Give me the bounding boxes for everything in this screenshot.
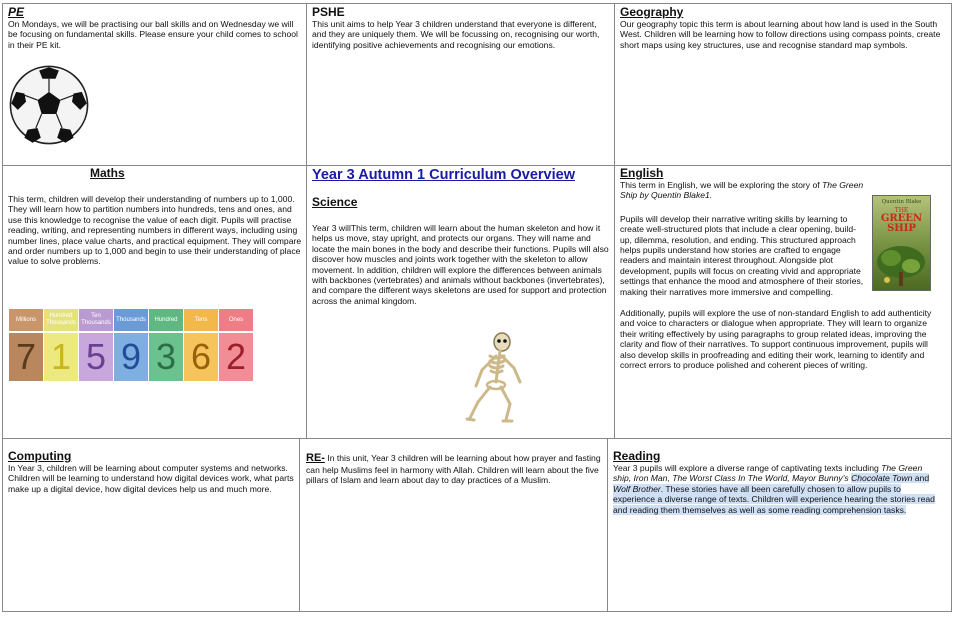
reading-heading: Reading <box>613 450 661 463</box>
place-value-column <box>184 309 218 381</box>
reading-text <box>613 463 935 515</box>
reading-text-2: . These stories have all been carefully chosen to allow pupils to experience a diverse range of texts. Children will experience hearing the stories read and reading them themselves as well as some reading comprehension tasks. <box>613 483 935 515</box>
reading-text-1: Year 3 pupils will explore a diverse range of captivating texts including <box>613 463 882 473</box>
geography-cell <box>620 6 950 162</box>
place-value-column <box>219 309 253 381</box>
pe-text: On Mondays, we will be practising our ball skills and on Wednesday we will be focusing on fundamental skills. Please ensure your child comes to school in their PE kit. <box>8 19 298 50</box>
table-border-right <box>951 3 952 612</box>
table-border-bottom <box>2 611 952 612</box>
soccer-ball-image <box>8 64 90 146</box>
place-value-digit: 9 <box>114 333 148 381</box>
pe-cell <box>8 6 300 162</box>
col-divider-1 <box>306 3 307 439</box>
skeleton-image <box>460 330 530 425</box>
place-value-label: Thousands <box>114 309 148 331</box>
col-divider-2 <box>614 3 615 439</box>
place-value-column <box>79 309 113 381</box>
row-divider-2 <box>2 438 952 439</box>
place-value-column <box>44 309 78 381</box>
english-heading: English <box>620 167 664 180</box>
place-value-digit: 6 <box>184 333 218 381</box>
english-intro-prefix: This term in English, we will be exploring the story of <box>620 180 823 190</box>
science-text: Year 3 willThis term, children will learn about the human skeleton and how it helps us move, stay upright, and protects our organs. They will name and locate the main bones in the body and describe their functions. Pupils will also discover how muscles and joints work together with the skeleton to allow movement. In addition, children will explore the differences between animals with backbones (vertebrates) and animals without backbones (invertebrates), and compare the different ways skeletons are used for support and protection across the animal kingdom. <box>312 223 609 306</box>
pshe-cell <box>312 6 610 162</box>
re-cell <box>306 452 602 608</box>
pshe-text: This unit aims to help Year 3 children understand that everyone is different, and they are uniquely them. We will be focussing on, recognising our worth, identifying positive achievements and recognising our emotions. <box>312 19 600 50</box>
reading-book-chocolate-town: Chocolate Town <box>851 473 913 484</box>
maths-heading: Maths <box>90 167 125 180</box>
col-divider-4 <box>607 438 608 612</box>
english-para-1: Pupils will develop their narrative writing skills by learning to create well-structured plots that include a clear opening, build-up, dilemma, resolution, and ending. This structured approach helps pupils understand how stories are crafted to engage readers and maintain interest throughout. Alongside plot development, pupils will focus on creating vivid and appropriate settings that enhance the mood and atmosphere of their stories, making their narratives more immersive and compelling. <box>620 213 864 297</box>
place-value-label: Millions <box>9 309 43 331</box>
book-cover-title-ship: SHIP <box>887 223 916 234</box>
place-value-label: Ten Thousands <box>79 309 113 331</box>
place-value-label: Ones <box>219 309 253 331</box>
place-value-column <box>114 309 148 381</box>
place-value-digit: 5 <box>79 333 113 381</box>
pe-heading: PE <box>8 6 25 19</box>
geography-text: Our geography topic this term is about learning about how land is used in the South West. Children will be learning how to follow directions using compass points, create short maps using key structures, use and recognise standard map symbols. <box>620 19 941 50</box>
re-text: In this unit, Year 3 children will be learning about how prayer and fasting can help Muslims feel in harmony with Allah. Children will learn about the five pillars of Islam and learn about day to day practices of a Muslim. <box>306 453 601 486</box>
english-intro <box>620 180 870 201</box>
place-value-digit: 3 <box>149 333 183 381</box>
re-text-block <box>306 452 602 486</box>
book-cover-title-green: GREEN <box>880 213 923 224</box>
reading-text-and: and <box>912 473 930 484</box>
pshe-heading: PSHE <box>312 6 345 19</box>
col-divider-3 <box>299 438 300 612</box>
table-border-left <box>2 3 3 612</box>
place-value-column <box>9 309 43 381</box>
place-value-digit: 2 <box>219 333 253 381</box>
place-value-label: Hundred Thousands <box>44 309 78 331</box>
book-cover-tree-art <box>873 240 930 290</box>
maths-cell <box>8 167 302 435</box>
science-heading: Science <box>312 196 358 209</box>
overview-title-text: Year 3 Autumn 1 Curriculum Overview <box>312 167 575 183</box>
computing-heading: Computing <box>8 450 72 463</box>
place-value-digit: 1 <box>44 333 78 381</box>
computing-cell <box>8 450 294 608</box>
place-value-label: Tens <box>184 309 218 331</box>
reading-book-wolf-brother: Wolf Brother <box>613 483 661 494</box>
book-cover-author: Quentin Blake <box>881 199 922 205</box>
row-divider-1 <box>2 165 952 166</box>
reading-cell <box>613 450 949 608</box>
place-value-column <box>149 309 183 381</box>
reading-book-list: The Green ship, Iron Man, The Worst Class In The World, Mayor Bunny's <box>613 463 923 484</box>
book-cover-title-the: THE <box>894 207 909 214</box>
english-para-2: Additionally, pupils will explore the use of non-standard English to add authenticity and voice to characters or dialogue when appropriate. They will learn to organize their writing effectively by using paragraphs to group related ideas, improving the clarity and flow of their narratives. To support continuous improvement, pupils will also develop skills in proofreading and editing their work, learning to identify and correct errors to produce polished and coherent pieces of writing. <box>620 308 932 371</box>
overview-title <box>312 167 610 187</box>
english-intro-book: The Green Ship by Quentin Blake1. <box>620 180 864 201</box>
place-value-label: Hundred <box>149 309 183 331</box>
table-border-top <box>2 3 952 4</box>
place-value-digit: 7 <box>9 333 43 381</box>
computing-text: In Year 3, children will be learning about computer systems and networks. Children will be learning to understand how digital devices work, what parts make up a digital device, how digital devices help us and much more. <box>8 463 294 494</box>
maths-text: This term, children will develop their understanding of numbers up to 1,000. They will learn how to partition numbers into hundreds, tens and ones, and use this knowledge to recognise the value of each digit. Pupils will practise reading, writing, and representing numbers in different ways, including using number lines, place value charts, and practical equipment. They will compare and order numbers up to 1,000 and begin to use their understanding of place value to solve problems. <box>8 194 302 267</box>
book-cover-image <box>872 195 931 291</box>
place-value-chart <box>9 309 254 381</box>
re-heading: RE- <box>306 452 325 464</box>
geography-heading: Geography <box>620 6 684 19</box>
